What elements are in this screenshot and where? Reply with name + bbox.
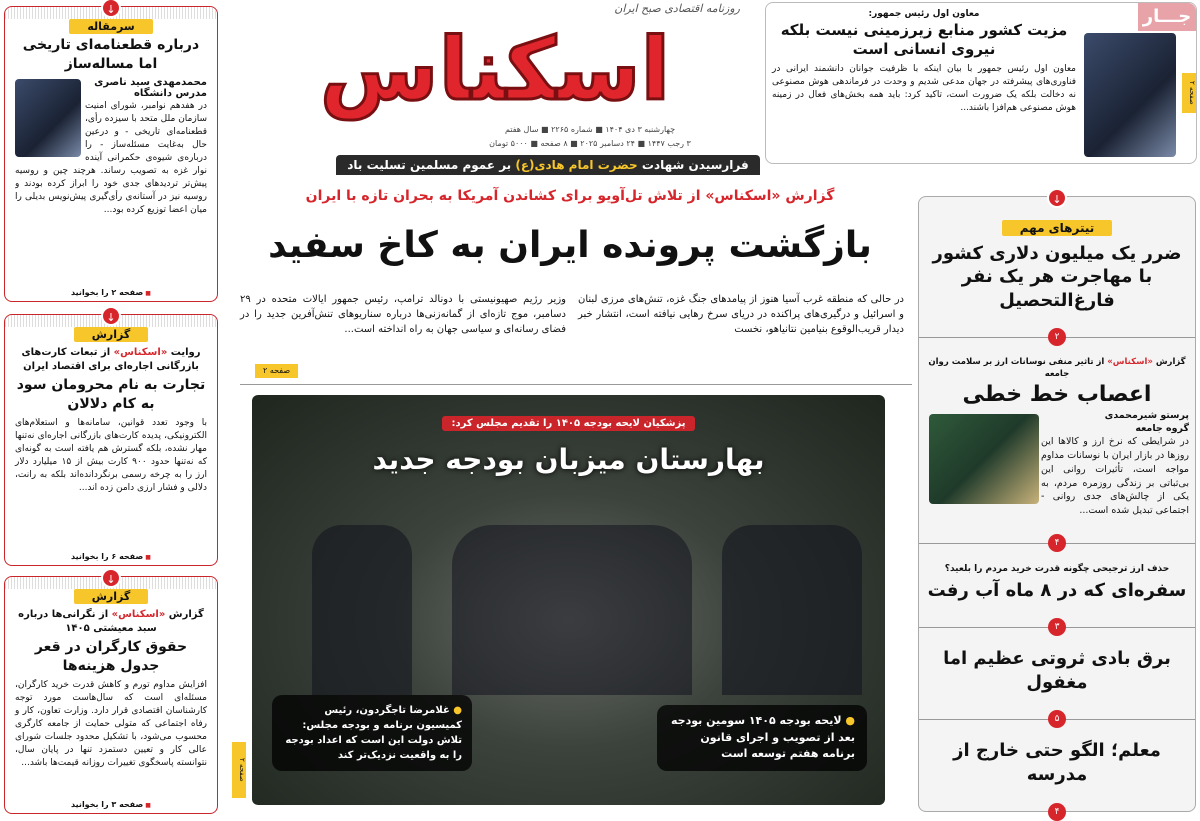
page-tab[interactable]: صفحه ۲ <box>232 742 246 798</box>
kicker: از تلاش تل‌آویو برای کشاندن آمریکا به بحران تازه با ایران <box>305 188 701 204</box>
headline[interactable]: مزیت کشور منابع زیرزمینی نیست بلکه نیروی انسانی است <box>780 20 1068 59</box>
kicker-brand: «اسکناس» <box>1107 357 1153 368</box>
read-more-link[interactable]: ■ صفحه ۶ را بخوانید <box>15 550 207 561</box>
headline[interactable]: ضرر یک میلیون دلاری کشور با مهاجرت هر یک نفر فارغ‌التحصیل <box>932 243 1182 311</box>
main-photo[interactable] <box>252 395 885 805</box>
kicker: از تاثیر منفی نوسانات ارز بر سلامت روان جامعه <box>928 357 1105 380</box>
photo-caption <box>272 695 472 771</box>
author-role: مدرس دانشگاه <box>134 87 207 99</box>
important-headlines <box>918 193 1196 818</box>
page-number-badge[interactable]: ۴ <box>1048 803 1066 821</box>
main-headline[interactable]: بازگشت پرونده ایران به کاخ سفید <box>268 225 872 266</box>
arrow-down-icon: ↓ <box>1047 188 1067 208</box>
bullet-icon: ● <box>449 705 462 716</box>
headline[interactable]: حقوق کارگران در قعر جدول هزینه‌ها <box>34 639 188 674</box>
page-number-badge[interactable]: ۵ <box>1048 710 1066 728</box>
kicker: گزارش <box>1155 357 1186 368</box>
photo-caption <box>657 705 867 771</box>
caption-text: لایحه بودجه ۱۴۰۵ سومین بودجه بعد از تصویب و اجرای قانون برنامه هفتم توسعه است <box>671 714 855 760</box>
section-tag: سرمقاله <box>69 19 152 34</box>
article-body: معاون اول رئیس جمهور با بیان اینکه با ظرفیت جوانان دانشمند ایرانی در فناوری‌های پیشرفته در جهان مدعی شدیم و وحدت در فرماندهی هوش مصنوعی نه دخالت بلکه یک ضرورت است، تاکید کرد: باید همه بخش‌های فعال در زمینه هوش مصنوعی هم‌افزا باشند... <box>772 63 1076 113</box>
condolence-banner <box>336 155 760 175</box>
photo-figures <box>722 525 862 695</box>
arrow-down-icon: ↓ <box>101 306 121 326</box>
kicker-brand: «اسکناس» <box>113 347 168 358</box>
kicker: معاون اول رئیس جمهور: <box>868 9 980 19</box>
kicker: حذف ارز ترجیحی چگونه قدرت خرید مردم را بلعید؟ <box>944 564 1170 575</box>
kicker: از تبعات کارت‌های بازرگانی اجاره‌ای برای اقتصاد ایران <box>21 347 199 372</box>
headline[interactable]: برق بادی ثروتی عظیم اما مغفول <box>943 648 1171 693</box>
photo-figures <box>312 525 412 695</box>
author-role: گروه جامعه <box>1135 422 1189 434</box>
section-tag: گزارش <box>74 327 149 342</box>
editorial-box[interactable] <box>4 3 218 302</box>
kicker: روایت <box>170 347 201 358</box>
section-tag: تیترهای مهم <box>1002 220 1113 236</box>
photo-headline[interactable]: بهارستان میزبان بودجه جدید <box>372 443 765 476</box>
author-photo <box>15 79 81 157</box>
headline[interactable]: معلم؛ الگو حتی خارج از مدرسه <box>953 740 1161 785</box>
lead-text: وزیر رژیم صهیونیستی با دونالد ترامپ، رئیس جمهور ایالات متحده در ۲۹ دسامبر، موج تازه‌ای از گمانه‌زنی‌ها درباره سناریوهای تنش‌آفرین جدید را در فضای رسانه‌ای و سیاسی جهان به راه انداخته است... <box>240 294 566 335</box>
headline[interactable]: تجارت به نام محرومان سود به کام دلالان <box>16 377 206 412</box>
kicker-brand: گزارش «اسکناس» <box>705 188 835 204</box>
photo-kicker: پزشکیان لایحه بودجه ۱۴۰۵ را تقدیم مجلس کرد: <box>442 416 696 431</box>
kicker: از نگرانی‌ها درباره سبد معیشتی ۱۴۰۵ <box>18 609 157 634</box>
divider <box>240 384 912 385</box>
person-photo <box>1084 33 1176 157</box>
bullet-icon: ● <box>841 714 855 727</box>
read-more-link[interactable]: ■ صفحه ۲ را بخوانید <box>15 286 207 297</box>
headline[interactable]: سفره‌ای که در ۸ ماه آب رفت <box>927 579 1187 601</box>
date-line: ۳ رجب ۱۴۴۷ ■ ۲۴ دسامبر ۲۰۲۵ ■ ۸ صفحه ■ ۵۰۰۰ تومان <box>489 139 691 148</box>
author-name: محمدمهدی سید ناصری <box>94 76 207 88</box>
page-tab[interactable]: صفحه ۲ <box>1182 73 1196 113</box>
headline[interactable]: اعصاب خط خطی <box>962 382 1152 408</box>
article-body: در هفدهم نوامبر، شورای امنیت سازمان ملل متحد با سیزده رأی، قطعنامه‌ای تاریخی - و درعین حال به‌غایت مسئله‌ساز - را درباره‌ی شیوه‌ی حکمرانی آینده نوار غزه به تصویب رساند. هرچند چین و روسیه پیش‌تر تردیدهای جدی خود را ابراز کرده بودند و روسیه نیز در آستانه‌ی رأی‌گیری پیش‌نویس بدیلی را میان اعضا توزیع کرده بود... <box>15 100 207 216</box>
date-line: چهارشنبه ۳ دی ۱۴۰۴ ■ شماره ۲۲۶۵ ■ سال هفتم <box>504 125 676 134</box>
report-box-2[interactable] <box>4 573 218 814</box>
report-box-1[interactable] <box>4 311 218 566</box>
top-story-box[interactable] <box>765 2 1197 164</box>
page-number-badge[interactable]: ۲ <box>1048 328 1066 346</box>
arrow-down-icon: ↓ <box>101 0 121 18</box>
page-number-badge[interactable]: ۴ <box>1048 534 1066 552</box>
article-body: افزایش مداوم تورم و کاهش قدرت خرید کارگران، مسئله‌ای است که سال‌هاست مورد توجه کارشناسان اقتصادی قرار دارد. وزارت تعاون، کار و رفاه اجتماعی که متولی حمایت از جامعه کارگری محسوب می‌شود، با تشکیل محدود جلسات شورای عالی کار و تعیین دستمزد تنها در پایان سال، نتوانسته پاسخگوی تغییرات روزانه قیمت‌ها باشد... <box>15 679 207 769</box>
banner-text: بر عموم مسلمین تسلیت باد <box>347 158 512 172</box>
tagline: روزنامه اقتصادی صبح ایران <box>614 2 740 15</box>
currency-photo <box>929 414 1039 504</box>
arrow-down-icon: ↓ <box>101 568 121 588</box>
photo-figures <box>452 525 692 695</box>
jaar-label: جـــار <box>1138 3 1196 31</box>
read-more-link[interactable]: ■ صفحه ۳ را بخوانید <box>15 798 207 809</box>
article-body: با وجود تعدد قوانین، سامانه‌ها و استعلام‌های الکترونیکی، پدیده کارت‌های بازرگانی اجاره‌ای نه‌تنها مهار نشده، بلکه گسترش هم یافته است به گونه‌ای که نه‌تنها حدود ۹۰۰ کارت بیش از ۱۵ میلیارد دلار ارز را به چرخه رسمی برنگردانده‌اند بلکه به رانت، دلالی و فشار ارزی دامن زده اند... <box>15 417 207 494</box>
lead-text: در حالی که منطقه غرب آسیا هنوز از پیامدهای جنگ غزه، تنش‌های مرزی لبنان و اسرائیل و درگیری‌های پراکنده در دریای سرخ رهایی نیافته است، انتشار خبر دیدار قریب‌الوقوع بنیامین نتانیاهو، نخست <box>578 294 904 335</box>
banner-text: فرارسیدن شهادت <box>641 158 749 172</box>
caption-text: غلامرضا تاجگردون، رئیس کمیسیون برنامه و بودجه مجلس: تلاش دولت این است که اعداد بودجه را به واقعیت نزدیک‌تر کند <box>285 705 462 761</box>
photo-kicker-row <box>252 411 885 431</box>
page-tag[interactable]: صفحه ۲ <box>255 364 298 378</box>
page-number-badge[interactable]: ۳ <box>1048 618 1066 636</box>
kicker: گزارش <box>168 609 204 620</box>
author-name: پرستو شیرمحمدی <box>1104 409 1189 421</box>
banner-highlight: حضرت امام هادی(ع) <box>515 158 638 172</box>
section-tag: گزارش <box>74 589 149 604</box>
headline[interactable]: درباره قطعنامه‌ای تاریخی اما مساله‌ساز <box>22 37 200 72</box>
kicker-brand: «اسکناس» <box>111 609 166 620</box>
article-body: در شرایطی که نرخ ارز و کالاها این روزها در بازار ایران با نوسانات مداوم مواجه است، تأثیرات روانی این بی‌ثباتی بر زندگی روزمره مردم، به یکی از چالش‌های جدی روانی - اجتماعی تبدیل شده است... <box>1041 436 1189 517</box>
logo: اسکناس <box>319 20 671 120</box>
